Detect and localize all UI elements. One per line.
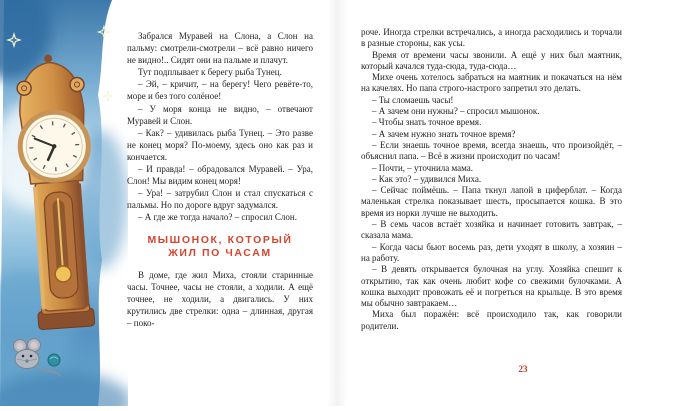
- story-paragraph: – Ты сломаешь часы!: [361, 95, 622, 106]
- story-paragraph: – Ура! – затрубил Слон и стал спускаться с пальмы. Но по дороге вдруг задумался.: [127, 187, 313, 211]
- story-paragraph: Тут подплывает к берегу рыба Тунец.: [127, 66, 313, 78]
- story-heading: [127, 234, 313, 261]
- story-paragraph: – Эй, – кричит, – на берегу! Чего ревёте-то, море и без того солёное!: [127, 78, 313, 102]
- story-paragraph: – А зачем они нужны? – спросил мышонок.: [361, 106, 622, 117]
- story-paragraph: роче. Иногда стрелки встречались, а иногда расходились и торчали в разные стороны, как усы.: [361, 27, 622, 50]
- story-paragraph: В доме, где жил Миха, стояли старинные часы. Точнее, часы не стояли, а ходили. А ещё точнее, не ходили, а двигались. У них крутились две стрелки: одна – длинная, другая – поко-: [127, 269, 313, 329]
- story-paragraph: – Чтобы знать точное время.: [361, 117, 622, 128]
- story-heading-line2: ЖИЛ ПО ЧАСАМ: [127, 247, 313, 261]
- story-paragraph: – Почти, – уточнила мама.: [361, 163, 622, 174]
- story-paragraph: – Как это? – удивился Миха.: [361, 174, 622, 185]
- story-paragraph: – Как? – удивилась рыба Тунец. – Это разве не конец моря? По-моему, здесь оно как раз и кончается.: [127, 127, 313, 163]
- story-paragraph: Михе очень хотелось забраться на маятник и покачаться на нём на качелях. Но папа строго-настрого запретил это делать.: [361, 72, 622, 95]
- story-paragraph: – А где же тогда начало? – спросил Слон.: [127, 211, 313, 223]
- page-gutter: [327, 0, 347, 406]
- story-paragraph: Забрался Муравей на Слона, а Слон на пальму: смотрели-смотрели – всё равно ничего не видно!.. Сидят они на пальме и плачут.: [127, 30, 313, 66]
- story-paragraph: – Если знаешь точное время, всегда знаешь, что произойдёт, – объяснил папа. – Всё в жизни происходит по часам!: [361, 140, 622, 163]
- right-page-text-column: [361, 27, 622, 332]
- story-paragraph: Время от времени часы звонили. А ещё у них был маятник, который качался туда-сюда, туда-сюда…: [361, 50, 622, 73]
- clock-face: [18, 110, 91, 183]
- story-paragraph: – И правда! – обрадовался Муравей. – Ура, Слон! Мы видим конец моря!: [127, 163, 313, 187]
- left-page-text-column: [127, 30, 313, 329]
- story-paragraph: – Сейчас поймёшь. – Папа ткнул лапой в циферблат. – Когда маленькая стрелка показывает шесть, просыпается кошка. В это время из норки лучше не выходить.: [361, 185, 622, 219]
- page-number: 23: [509, 364, 537, 374]
- story-paragraph: – В девять открывается булочная на углу. Хозяйка спешит к открытию, так как очень любит кофе со свежими булочками. А кошка выходит провожать её и погреться на крыльце. В это время мы обычно завтракаем…: [361, 264, 622, 309]
- story-paragraph: – У моря конца не видно, – отвечают Муравей и Слон.: [127, 103, 313, 127]
- story-paragraph: – В семь часов встаёт хозяйка и начинает готовить завтрак, – сказала мама.: [361, 219, 622, 242]
- story-paragraph: – Когда часы бьют восемь раз, дети уходят в школу, а хозяин – на работу.: [361, 242, 622, 265]
- story-paragraph: – А зачем нужно знать точное время?: [361, 129, 622, 140]
- story-paragraph: Миха был поражён: всё происходило так, как говорили родители.: [361, 309, 622, 332]
- illustration-grandfather-clock: [0, 0, 128, 406]
- story-heading-line1: МЫШОНОК, КОТОРЫЙ: [127, 234, 313, 248]
